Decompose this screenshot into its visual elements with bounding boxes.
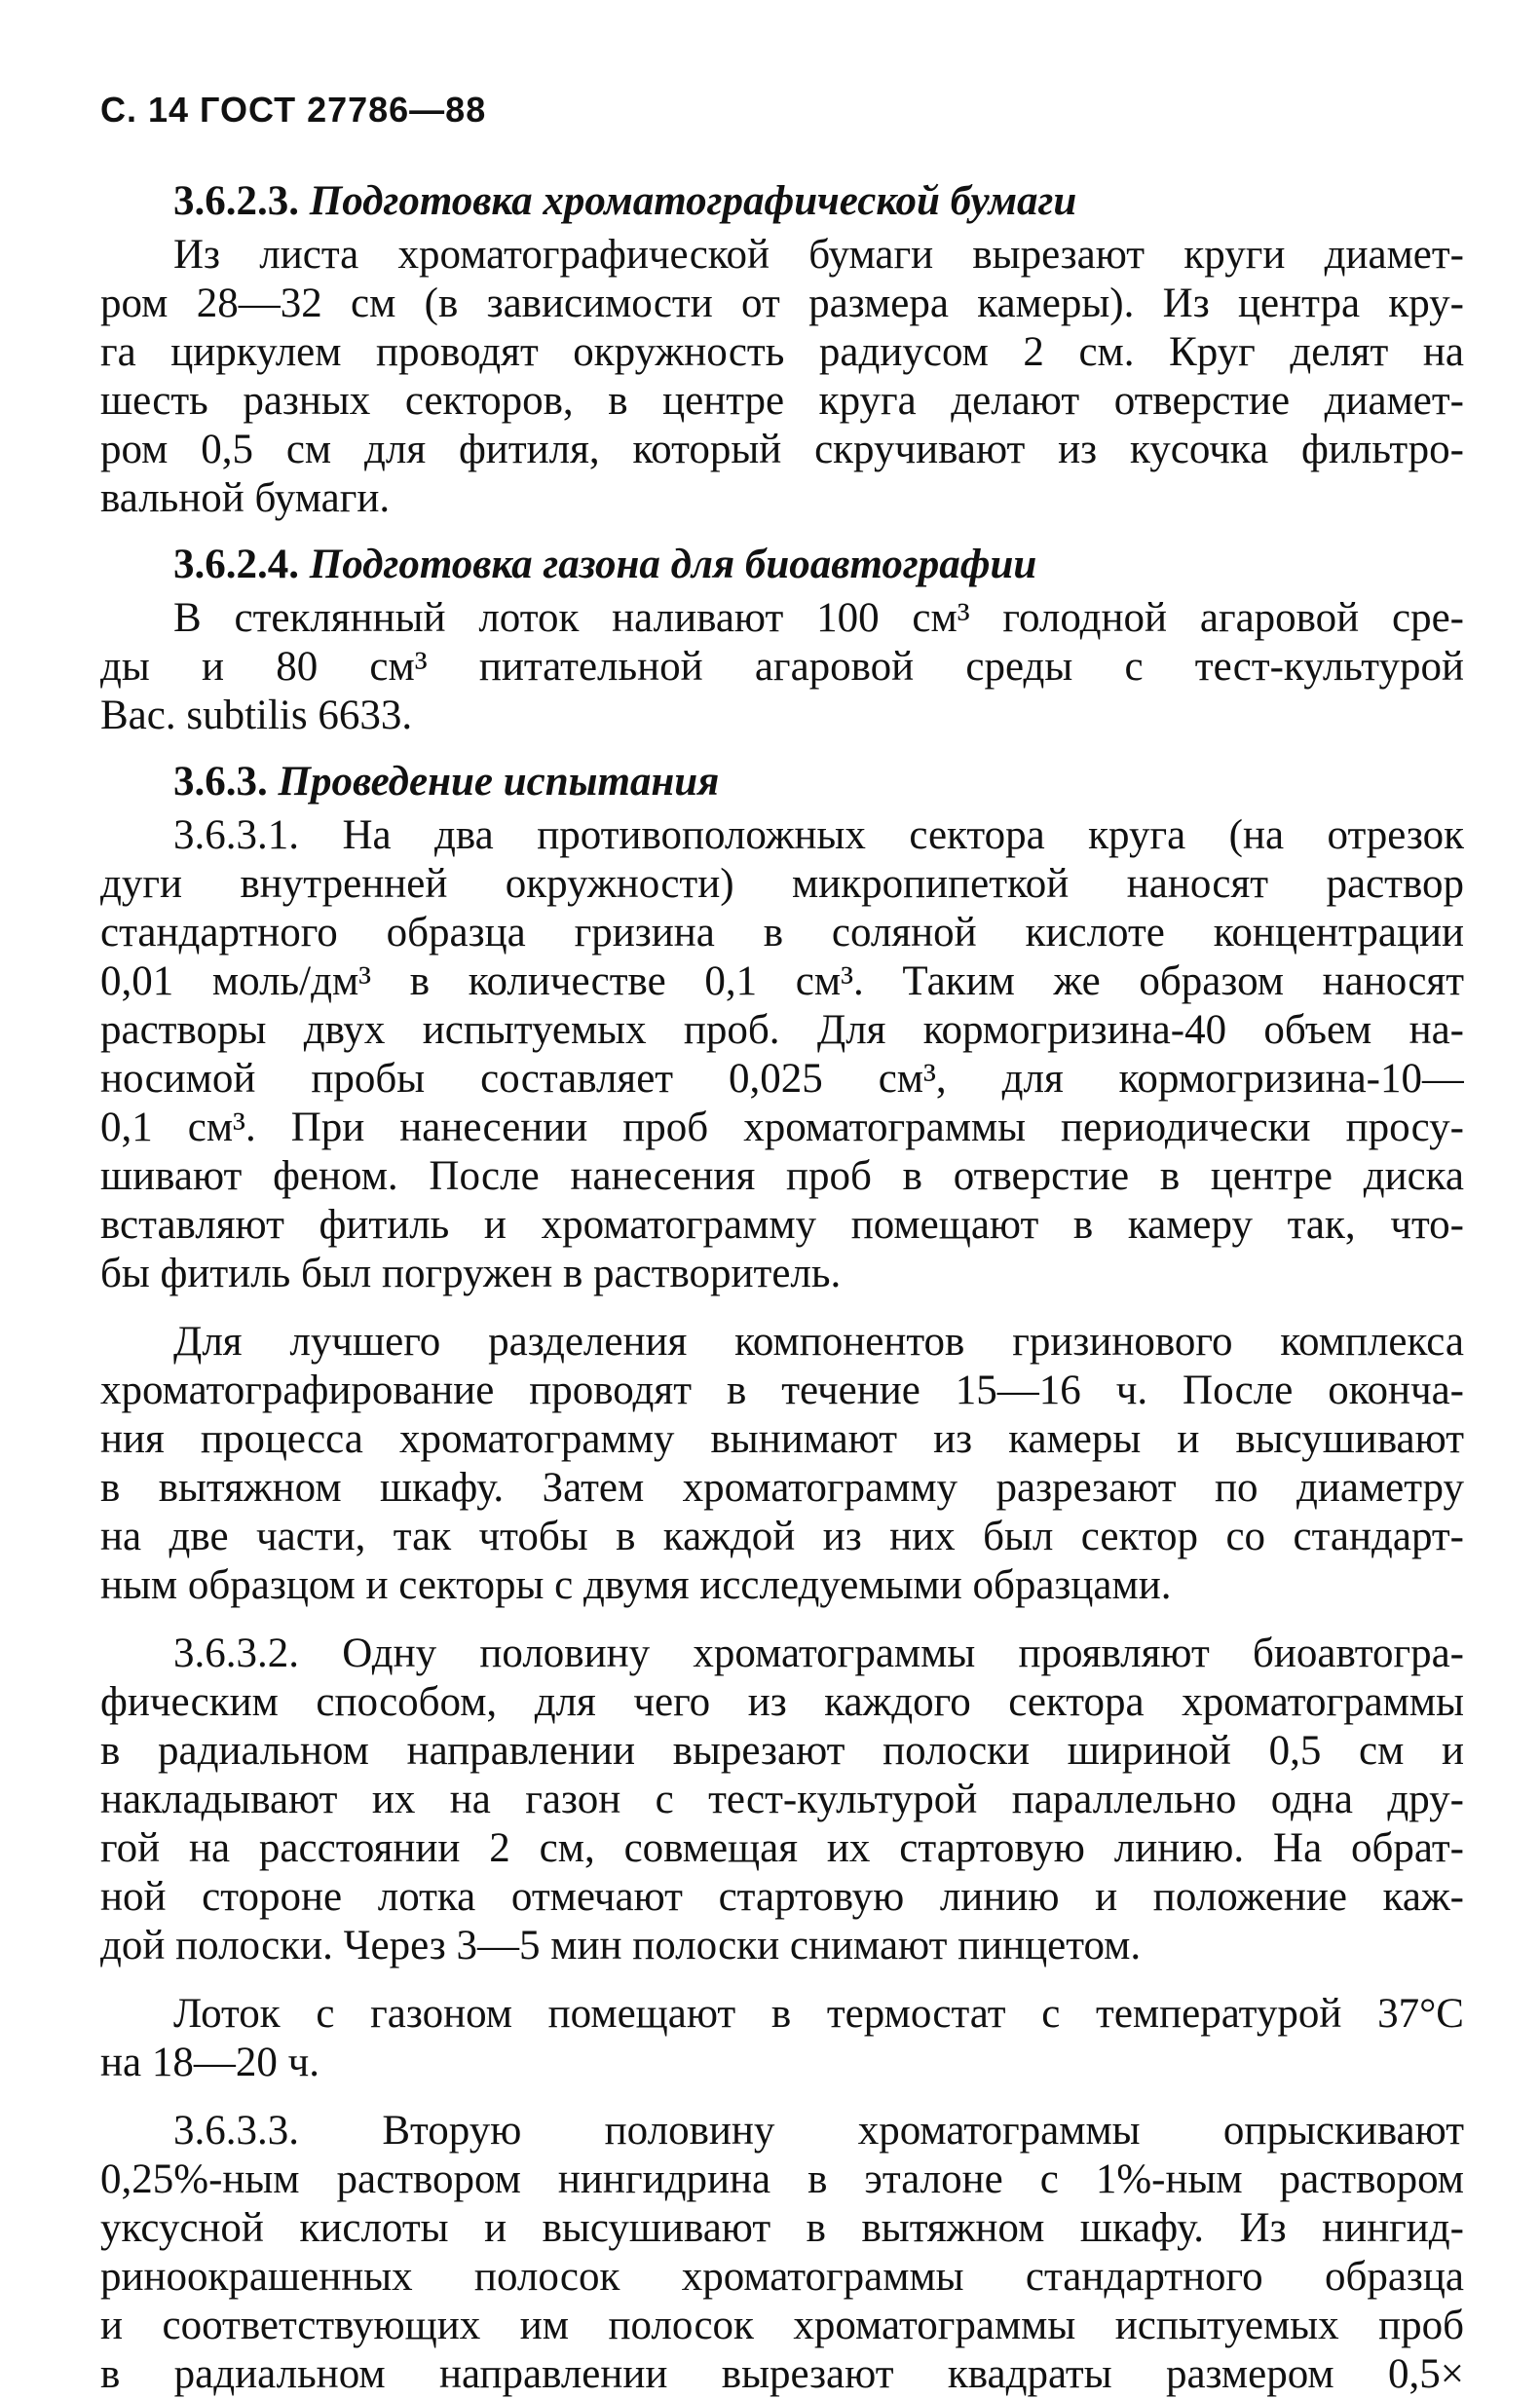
text-line: га циркулем проводят окружность радиусом 2 см. Круг делят на bbox=[100, 329, 1464, 375]
text-line: ным образцом и секторы с двумя исследуемыми образцами. bbox=[100, 1562, 1172, 1608]
running-header: С. 14 ГОСТ 27786—88 bbox=[100, 90, 487, 130]
text-line: шивают феном. После нанесения проб в отверстие в центре диска bbox=[100, 1153, 1464, 1199]
text-line: уксусной кислоты и высушивают в вытяжном шкафу. Из нингид- bbox=[100, 2205, 1464, 2251]
text-line: растворы двух испытуемых проб. Для кормогризина-40 объем на- bbox=[100, 1007, 1464, 1053]
text-line: 0,25%-ным раствором нингидрина в эталоне с 1%-ным раствором bbox=[100, 2156, 1464, 2202]
text-line: на 18—20 ч. bbox=[100, 2040, 319, 2085]
text-line: накладывают их на газон с тест-культурой параллельно одна дру- bbox=[100, 1777, 1464, 1822]
section-number: 3.6.2.3. bbox=[173, 178, 299, 224]
paragraph-lawn-preparation bbox=[100, 594, 1464, 740]
text-line: вальной бумаги. bbox=[100, 475, 391, 521]
paragraph-thermostat bbox=[100, 1990, 1464, 2087]
paragraph-3-6-3-3 bbox=[100, 2107, 1464, 2399]
text-line: дой полоски. Через 3—5 мин полоски снимают пинцетом. bbox=[100, 1923, 1142, 1968]
text-line: 3.6.3.3. Вторую половину хроматограммы опрыскивают bbox=[173, 2108, 1464, 2154]
text-line: и соответствующих им полосок хроматограммы испытуемых проб bbox=[100, 2303, 1464, 2348]
paragraph-paper-preparation bbox=[100, 231, 1464, 523]
text-line: 3.6.3.2. Одну половину хроматограммы проявляют биоавтогра- bbox=[173, 1631, 1464, 1676]
text-line: фическим способом, для чего из каждого сектора хроматограммы bbox=[100, 1679, 1464, 1725]
section-title: Подготовка газона для биоавтографии bbox=[309, 542, 1037, 587]
text-line: 3.6.3.1. На два противоположных сектора круга (на отрезок bbox=[173, 812, 1464, 858]
text-line: 0,01 моль/дм³ в количестве 0,1 см³. Таким же образом наносят bbox=[100, 958, 1464, 1004]
text-line: дуги внутренней окружности) микропипеткой наносят раствор bbox=[100, 861, 1464, 907]
text-line: ром 28—32 см (в зависимости от размера камеры). Из центра кру- bbox=[100, 281, 1464, 326]
text-line: ды и 80 см³ питательной агаровой среды с тест-культурой bbox=[100, 644, 1464, 690]
text-line: на две части, так чтобы в каждой из них был сектор со стандарт- bbox=[100, 1514, 1464, 1559]
text-line: риноокрашенных полосок хроматограммы стандартного образца bbox=[100, 2254, 1464, 2300]
text-line: в радиальном направлении вырезают полоски шириной 0,5 см и bbox=[100, 1728, 1464, 1774]
section-heading-3-6-2-3 bbox=[100, 177, 1464, 231]
section-heading-3-6-2-4 bbox=[100, 541, 1464, 594]
text-line: ния процесса хроматограмму вынимают из камеры и высушивают bbox=[100, 1416, 1464, 1462]
text-column bbox=[100, 177, 1464, 2399]
section-number: 3.6.2.4. bbox=[173, 542, 299, 587]
text-line: носимой пробы составляет 0,025 см³, для кормогризина-10— bbox=[100, 1056, 1464, 1102]
paragraph-3-6-3-1 bbox=[100, 811, 1464, 1298]
text-line: вставляют фитиль и хроматограмму помещают в камеру так, что- bbox=[100, 1202, 1464, 1248]
text-line: Из листа хроматографической бумаги вырезают круги диамет- bbox=[173, 232, 1464, 278]
text-line: Bac. subtilis 6633. bbox=[100, 693, 413, 738]
section-title: Подготовка хроматографической бумаги bbox=[309, 178, 1077, 224]
text-line: хроматографирование проводят в течение 15—16 ч. После оконча- bbox=[100, 1368, 1464, 1413]
paragraph-separation bbox=[100, 1318, 1464, 1610]
text-line: гой на расстоянии 2 см, совмещая их стартовую линию. На обрат- bbox=[100, 1825, 1464, 1871]
section-number: 3.6.3. bbox=[173, 759, 268, 805]
text-line: ной стороне лотка отмечают стартовую линию и положение каж- bbox=[100, 1874, 1464, 1920]
text-line: в радиальном направлении вырезают квадраты размером 0,5× bbox=[100, 2351, 1464, 2397]
text-line: Для лучшего разделения компонентов гризинового комплекса bbox=[173, 1319, 1464, 1365]
section-heading-3-6-3 bbox=[100, 758, 1464, 811]
text-line: шесть разных секторов, в центре круга делают отверстие диамет- bbox=[100, 378, 1464, 424]
text-line: ром 0,5 см для фитиля, который скручивают из кусочка фильтро- bbox=[100, 427, 1464, 472]
text-line: Лоток с газоном помещают в термостат с температурой 37°С bbox=[173, 1991, 1464, 2037]
text-line: 0,1 см³. При нанесении проб хроматограммы периодически просу- bbox=[100, 1105, 1464, 1150]
text-line: в вытяжном шкафу. Затем хроматограмму разрезают по диаметру bbox=[100, 1465, 1464, 1511]
text-line: бы фитиль был погружен в растворитель. bbox=[100, 1251, 842, 1296]
paragraph-3-6-3-2 bbox=[100, 1630, 1464, 1970]
text-line: стандартного образца гризина в соляной кислоте концентрации bbox=[100, 910, 1464, 956]
section-title: Проведение испытания bbox=[278, 759, 720, 805]
text-line: В стеклянный лоток наливают 100 см³ голодной агаровой сре- bbox=[173, 595, 1464, 641]
